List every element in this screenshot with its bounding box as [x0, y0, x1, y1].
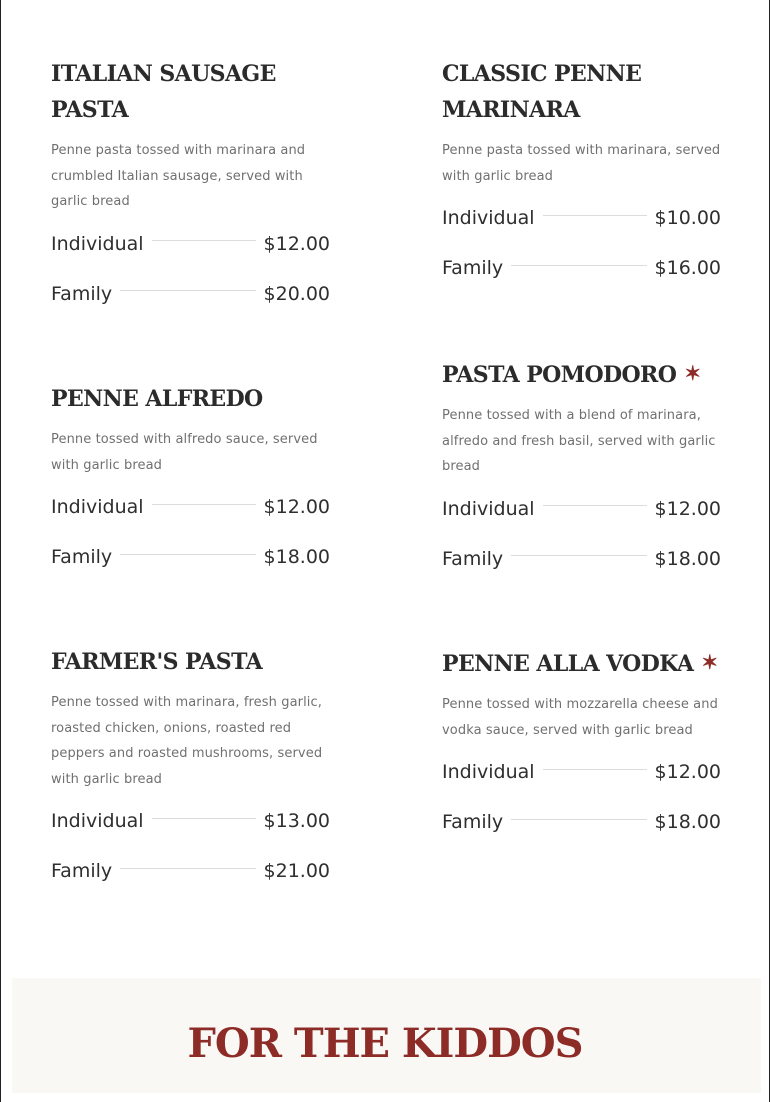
menu-item: [442, 56, 721, 293]
dotted-leader: [120, 554, 255, 555]
price-label: Family: [442, 811, 504, 833]
dotted-leader: [152, 504, 256, 505]
item-title: ITALIAN SAUSAGE PASTA: [51, 61, 276, 123]
price-label: Individual: [442, 207, 535, 229]
item-title: PENNE ALFREDO: [51, 386, 263, 412]
star-icon: ✶: [701, 650, 718, 674]
price-label: Individual: [442, 761, 535, 783]
item-description: Penne tossed with mozzarella cheese and vodka sauce, served with garlic bread: [442, 697, 718, 738]
price-row-family: [51, 532, 330, 582]
price-row-individual: [51, 482, 330, 532]
price-row-family: [51, 269, 330, 319]
price-row-individual: [442, 747, 721, 797]
dotted-leader: [152, 818, 256, 819]
price-value: $13.00: [263, 810, 330, 832]
dotted-leader: [120, 868, 255, 869]
price-list: [442, 747, 721, 847]
price-value: $21.00: [263, 860, 330, 882]
item-description: Penne tossed with marinara, fresh garlic, roasted chicken, onions, roasted red peppers and roasted mushrooms, served with garlic bread: [51, 695, 323, 787]
item-title: PASTA POMODORO ✶: [442, 361, 701, 388]
price-row-family: [442, 243, 721, 293]
price-label: Family: [51, 282, 113, 305]
price-value: $18.00: [263, 546, 330, 568]
price-value: $10.00: [654, 207, 721, 229]
price-list: [51, 219, 330, 319]
price-label: Individual: [442, 497, 535, 520]
dotted-leader: [511, 819, 646, 820]
price-value: $18.00: [654, 811, 721, 833]
price-label: Individual: [51, 232, 144, 255]
price-row-family: [442, 797, 721, 847]
item-description: Penne tossed with alfredo sauce, served with garlic bread: [51, 432, 318, 473]
price-value: $12.00: [654, 761, 721, 783]
price-list: [442, 193, 721, 293]
price-label: Individual: [51, 496, 144, 518]
star-icon: ✶: [684, 361, 701, 385]
dotted-leader: [152, 240, 256, 241]
price-list: [51, 482, 330, 582]
item-description: Penne pasta tossed with marinara, served with garlic bread: [442, 143, 721, 184]
item-title: PENNE ALLA VODKA ✶: [442, 650, 718, 677]
item-title: FARMER'S PASTA: [51, 649, 263, 675]
section-title: FOR THE KIDDOS: [187, 1020, 583, 1067]
dotted-leader: [511, 265, 646, 266]
price-row-family: [442, 534, 721, 584]
price-label: Family: [51, 860, 113, 882]
price-value: $20.00: [263, 282, 330, 305]
price-value: $12.00: [263, 496, 330, 518]
price-value: $12.00: [654, 497, 721, 520]
price-row-individual: [442, 484, 721, 534]
menu-item: [442, 355, 721, 584]
menu-item: [51, 56, 330, 319]
price-row-family: [51, 846, 330, 896]
dotted-leader: [543, 505, 647, 506]
price-list: [51, 796, 330, 896]
price-list: [442, 484, 721, 584]
menu-item: [51, 644, 330, 896]
price-label: Family: [442, 257, 504, 279]
price-row-individual: [51, 219, 330, 269]
price-label: Individual: [51, 810, 144, 832]
price-value: $12.00: [263, 232, 330, 255]
item-title: CLASSIC PENNE MARINARA: [442, 61, 642, 123]
price-value: $16.00: [654, 257, 721, 279]
item-description: Penne tossed with a blend of marinara, alfredo and fresh basil, served with garlic bread: [442, 408, 716, 474]
dotted-leader: [543, 215, 647, 216]
price-label: Family: [51, 546, 113, 568]
price-row-individual: [442, 193, 721, 243]
dotted-leader: [543, 769, 647, 770]
item-description: Penne pasta tossed with marinara and crumbled Italian sausage, served with garlic bread: [51, 143, 306, 209]
menu-item: [51, 381, 330, 582]
dotted-leader: [120, 290, 255, 291]
price-label: Family: [442, 547, 504, 570]
price-value: $18.00: [654, 547, 721, 570]
dotted-leader: [511, 555, 646, 556]
menu-item: [442, 644, 721, 847]
price-row-individual: [51, 796, 330, 846]
